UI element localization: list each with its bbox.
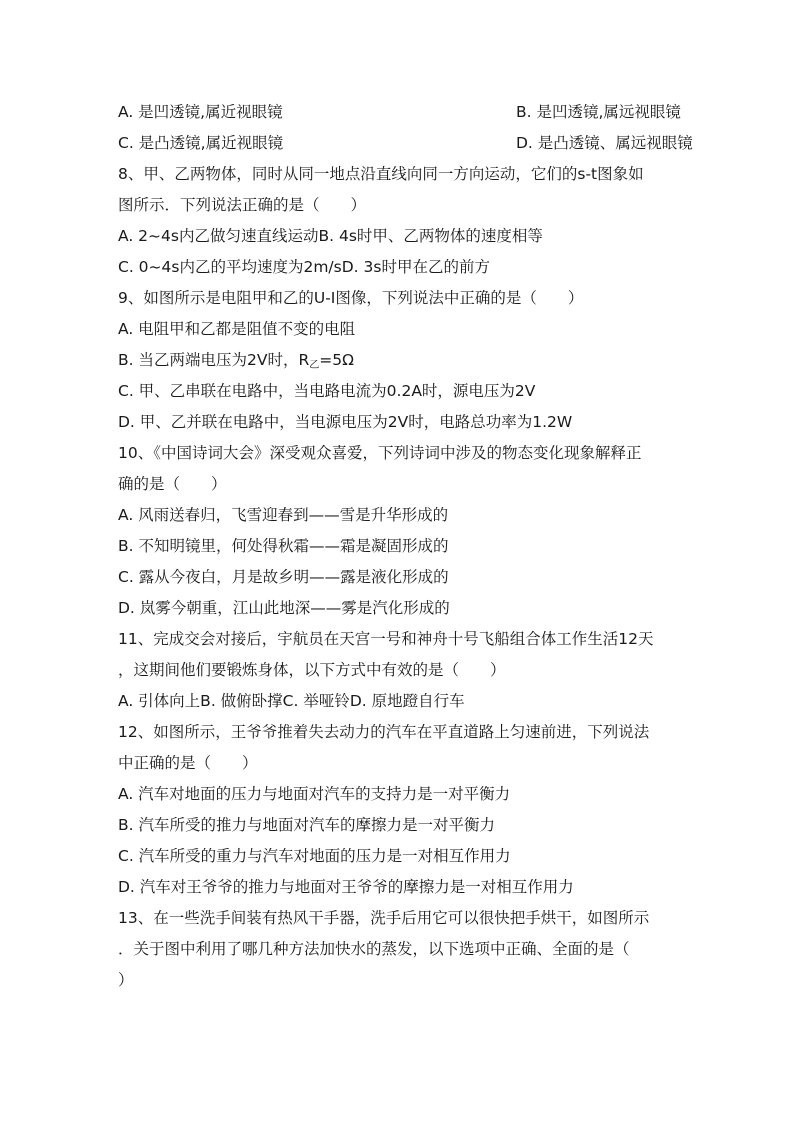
q9-option-c: C. 甲、乙串联在电路中，当电路电流为0.2A时，源电压为2V [118, 382, 536, 400]
q9-stem: 9、如图所示是电阻甲和乙的U-I图像，下列说法中正确的是（ ） [118, 289, 584, 307]
q11-stem-line-1: 11、完成交会对接后，宇航员在天宫一号和神舟十号飞船组合体工作生活12天 [118, 630, 654, 648]
q7-option-b: B. 是凹透镜,属远视眼镜 [516, 103, 681, 121]
q10-option-d: D. 岚雾今朝重，江山此地深——雾是汽化形成的 [118, 599, 450, 617]
q13-stem-line-1: 13、在一些洗手间装有热风干手器，洗手后用它可以很快把手烘干，如图所示 [118, 909, 650, 927]
q11-options: A. 引体向上B. 做俯卧撑C. 举哑铃D. 原地蹬自行车 [118, 692, 465, 710]
q9-option-d: D. 甲、乙并联在电路中，当电源电压为2V时，电路总功率为1.2W [118, 413, 573, 431]
q7-option-d: D. 是凸透镜、属远视眼镜 [516, 134, 693, 152]
q12-option-b: B. 汽车所受的推力与地面对汽车的摩擦力是一对平衡力 [118, 816, 495, 834]
q9-option-b-text: B. 当乙两端电压为2V时，R [118, 351, 310, 369]
q13-stem-line-2: ．关于图中利用了哪几种方法加快水的蒸发，以下选项中正确、全面的是（ [118, 940, 630, 958]
q12-stem-line-2: 中正确的是（ ） [118, 754, 258, 772]
q8-options-ab: A. 2~4s内乙做匀速直线运动B. 4s时甲、乙两物体的速度相等 [118, 227, 543, 245]
q11-stem-line-2: ，这期间他们要锻炼身体，以下方式中有效的是（ ） [118, 661, 506, 679]
q8-options-cd: C. 0~4s内乙的平均速度为2m/sD. 3s时甲在乙的前方 [118, 258, 490, 276]
q10-option-b: B. 不知明镜里，何处得秋霜——霜是凝固形成的 [118, 537, 449, 555]
q10-option-c: C. 露从今夜白，月是故乡明——露是液化形成的 [118, 568, 449, 586]
q7-options-row-1 [118, 101, 681, 123]
q9-option-b-subscript: 乙 [309, 360, 320, 371]
q7-options-row-2 [118, 132, 693, 154]
q12-option-a: A. 汽车对地面的压力与地面对汽车的支持力是一对平衡力 [118, 785, 511, 803]
q10-stem-line-1: 10、《中国诗词大会》深受观众喜爱，下列诗词中涉及的物态变化现象解释正 [118, 444, 642, 462]
q9-option-b-value: =5Ω [319, 351, 354, 369]
q9-option-b [118, 349, 354, 377]
q12-option-c: C. 汽车所受的重力与汽车对地面的压力是一对相互作用力 [118, 847, 511, 865]
q10-stem-line-2: 确的是（ ） [118, 475, 227, 493]
q8-stem-line-1: 8、甲、乙两物体，同时从同一地点沿直线向同一方向运动，它们的s-t图象如 [118, 165, 644, 183]
q12-option-d: D. 汽车对王爷爷的推力与地面对王爷爷的摩擦力是一对相互作用力 [118, 878, 574, 896]
q9-option-a: A. 电阻甲和乙都是阻值不变的电阻 [118, 320, 356, 338]
q13-stem-line-3: ） [118, 971, 134, 989]
q10-option-a: A. 风雨送春归，飞雪迎春到——雪是升华形成的 [118, 506, 449, 524]
q8-stem-line-2: 图所示．下列说法正确的是（ ） [118, 196, 367, 214]
q12-stem-line-1: 12、如图所示，王爷爷推着失去动力的汽车在平直道路上匀速前进，下列说法 [118, 723, 650, 741]
q7-option-a: A. 是凹透镜,属近视眼镜 [118, 103, 283, 121]
q7-option-c: C. 是凸透镜,属近视眼镜 [118, 134, 284, 152]
